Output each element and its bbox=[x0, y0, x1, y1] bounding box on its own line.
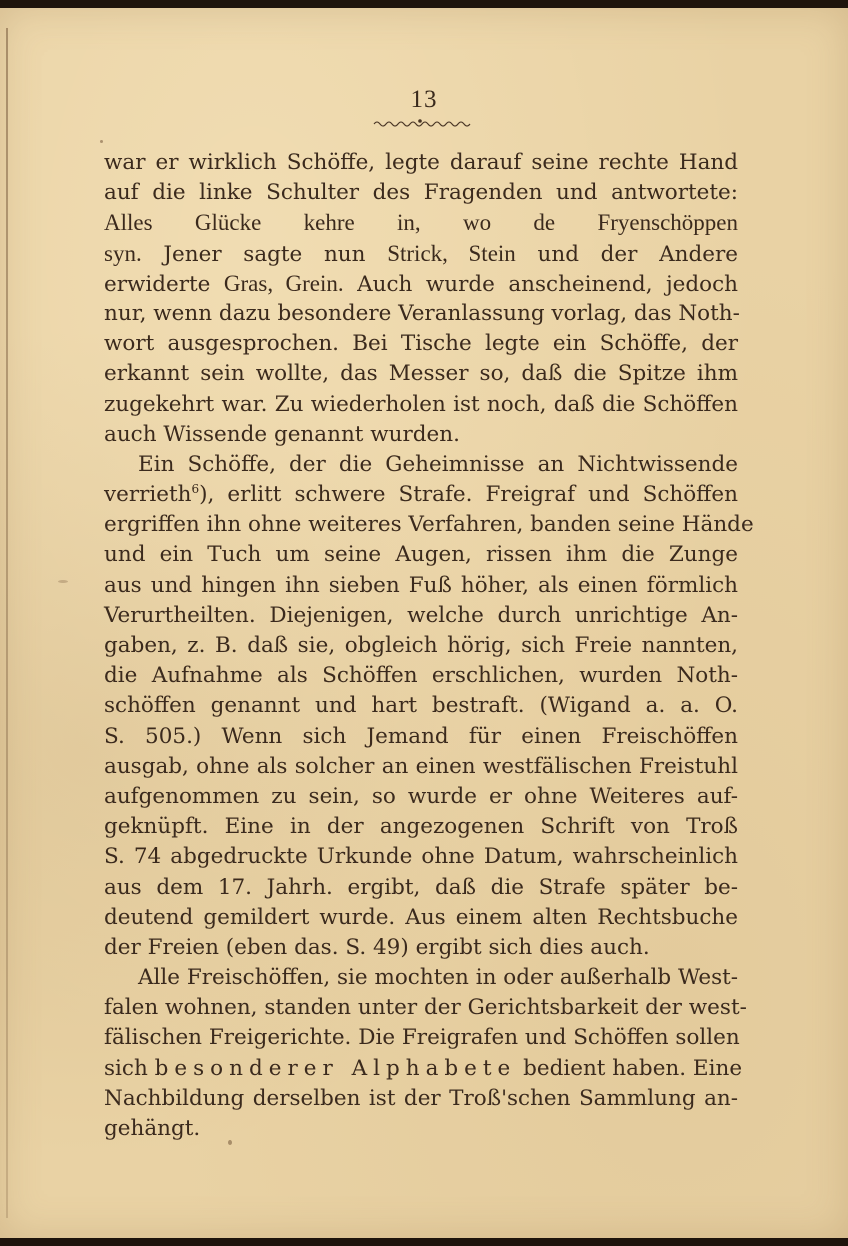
text-line: aus und hingen ihn sieben Fuß höher, als einen förmlich bbox=[104, 572, 738, 598]
text-line: geknüpft. Eine in der angezogenen Schrift von Troß bbox=[104, 814, 738, 840]
wavy-rule-ornament-icon bbox=[372, 116, 472, 130]
text-fragment: ), erlitt schwere Strafe. Freigraf und Schöffen bbox=[199, 482, 738, 508]
latin-word: syn. bbox=[104, 240, 142, 266]
text-line bbox=[104, 480, 738, 510]
text-line: wort ausgesprochen. Bei Tische legte ein Schöffe, der bbox=[104, 331, 738, 357]
emphasized-spaced-text: besonderer Alphabete bbox=[154, 1055, 517, 1081]
text-line: die Aufnahme als Schöffen erschlichen, wurden Noth- bbox=[104, 663, 738, 689]
text-line: Alle Freischöffen, sie mochten in oder außerhalb West- bbox=[138, 965, 739, 991]
text-fragment: erwiderte bbox=[104, 271, 211, 297]
text-line-latin-quote: Alles Glücke kehre in, wo de Fryenschöppen bbox=[104, 210, 738, 236]
page-binding-edge bbox=[6, 28, 8, 1218]
text-fragment: Auch wurde anscheinend, jedoch bbox=[357, 271, 738, 297]
text-line: gaben, z. B. daß sie, obgleich hörig, sich Freie nannten, bbox=[104, 633, 738, 658]
text-line: fälischen Freigerichte. Die Freigrafen und Schöffen sollen bbox=[104, 1025, 740, 1051]
text-line: S. 505.) Wenn sich Jemand für einen Freischöffen bbox=[104, 723, 738, 749]
book-page bbox=[0, 8, 848, 1238]
text-fragment: verrieth bbox=[104, 482, 192, 508]
text-line: gehängt. bbox=[104, 1116, 201, 1141]
latin-words: Gras, Grein. bbox=[223, 270, 344, 296]
text-line: Nachbildung derselben ist der Troß'schen Sammlung an- bbox=[104, 1085, 738, 1111]
text-line: schöffen genannt und hart bestraft. (Wigand a. a. O. bbox=[104, 693, 738, 719]
paper-speck bbox=[100, 140, 103, 143]
scan-bottom-edge bbox=[0, 1238, 848, 1246]
text-line: der Freien (eben das. S. 49) ergibt sich dies auch. bbox=[104, 934, 650, 960]
text-line: aufgenommen zu sein, so wurde er ohne Weiteres auf- bbox=[104, 783, 738, 809]
text-line bbox=[104, 1054, 743, 1084]
scan-top-edge bbox=[0, 0, 848, 8]
text-line: Verurtheilten. Diejenigen, welche durch unrichtige An- bbox=[104, 602, 738, 628]
text-fragment: Jener sagte nun bbox=[163, 241, 366, 267]
text-line: war er wirklich Schöffe, legte darauf seine rechte Hand bbox=[104, 150, 738, 175]
text-line: deutend gemildert wurde. Aus einem alten Rechtsbuche bbox=[104, 904, 738, 930]
text-line: falen wohnen, standen unter der Gerichtsbarkeit der west- bbox=[104, 995, 747, 1021]
body-text bbox=[104, 148, 754, 1144]
latin-words: Strick, Stein bbox=[387, 240, 516, 266]
text-line: auch Wissende genannt wurden. bbox=[104, 421, 460, 447]
text-fragment: bedient haben. Eine bbox=[523, 1055, 743, 1081]
paragraph-2 bbox=[104, 450, 754, 963]
text-line: Ein Schöffe, der die Geheimnisse an Nichtwissende bbox=[138, 451, 738, 477]
text-fragment: sich bbox=[104, 1055, 148, 1081]
text-line bbox=[104, 239, 738, 269]
text-fragment: und der Andere bbox=[537, 241, 738, 267]
text-line: nur, wenn dazu besondere Veranlassung vorlag, das Noth- bbox=[104, 300, 740, 326]
paragraph-3 bbox=[104, 963, 747, 1144]
text-line: ausgab, ohne als solcher an einen westfälischen Freistuhl bbox=[104, 753, 738, 779]
text-line: S. 74 abgedruckte Urkunde ohne Datum, wahrscheinlich bbox=[104, 844, 738, 870]
page-number: 13 bbox=[410, 86, 438, 113]
paper-speck bbox=[58, 580, 68, 583]
footnote-marker[interactable]: 6 bbox=[191, 481, 200, 496]
text-line bbox=[104, 269, 738, 299]
text-line: erkannt sein wollte, das Messer so, daß die Spitze ihm bbox=[104, 361, 738, 387]
paragraph-1 bbox=[104, 148, 738, 450]
text-line: aus dem 17. Jahrh. ergibt, daß die Strafe später be- bbox=[104, 874, 738, 900]
text-line: zugekehrt war. Zu wiederholen ist noch, daß die Schöffen bbox=[104, 391, 738, 417]
text-line: auf die linke Schulter des Fragenden und antwortete: bbox=[104, 180, 738, 206]
paper-speck bbox=[228, 1140, 232, 1145]
text-line: und ein Tuch um seine Augen, rissen ihm die Zunge bbox=[104, 542, 738, 568]
text-line: ergriffen ihn ohne weiteres Verfahren, banden seine Hände bbox=[104, 512, 754, 538]
